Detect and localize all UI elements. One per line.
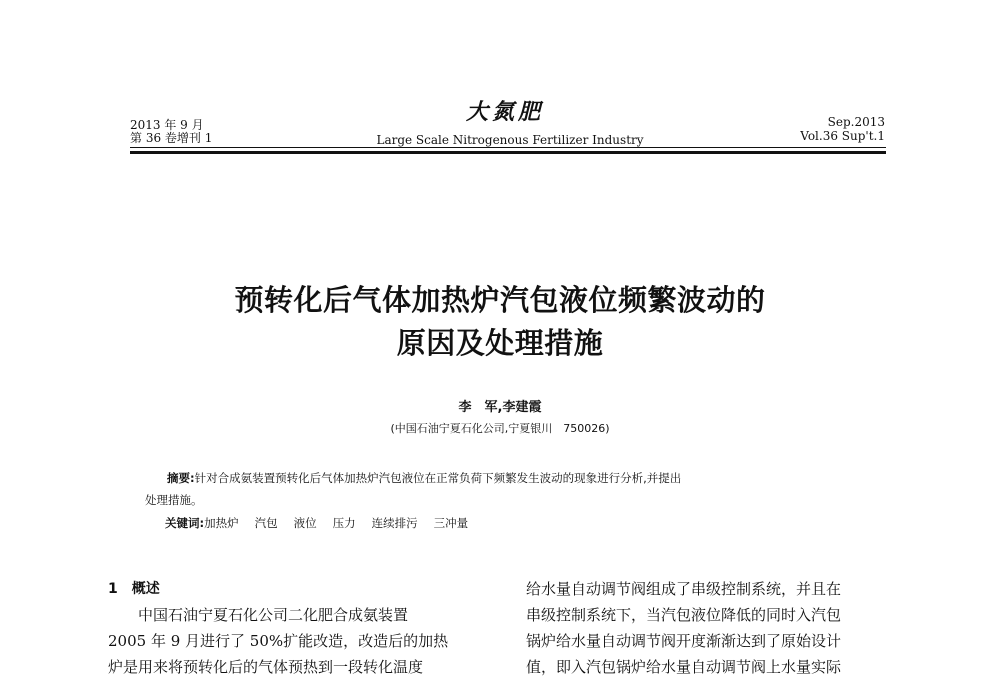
keyword-item: 加热炉	[204, 516, 239, 530]
body-line: 给水量自动调节阀组成了串级控制系统，并且在	[526, 580, 842, 598]
journal-logo: 大氮肥	[465, 99, 544, 125]
abstract-text1: 针对合成氨装置预转化后气体加热炉汽包液位在正常负荷下频繁发生波动的现象进行分析,并提出	[194, 471, 682, 485]
body-line: 2005 年 9 月进行了 50%扩能改造，改造后的加热	[108, 632, 449, 650]
keyword-item: 连续排污	[371, 516, 418, 530]
body-left-column	[108, 576, 490, 680]
abstract-line2: 处理措施。	[145, 493, 203, 507]
keywords	[165, 514, 865, 532]
keyword-item: 液位	[293, 516, 317, 530]
section-title: 概述	[131, 581, 160, 597]
header-volume-en: Vol.36 Sup't.1	[800, 129, 885, 143]
keyword-item: 汽包	[254, 516, 278, 530]
article-authors: 李 军,李建霞	[458, 400, 542, 415]
article-title-line1: 预转化后气体加热炉汽包液位频繁波动的	[234, 283, 766, 317]
keyword-item: 压力	[332, 516, 356, 530]
body-line: 中国石油宁夏石化公司二化肥合成氨装置	[138, 606, 409, 624]
body-right-column	[526, 576, 908, 680]
header-volume-cn: 第 36 卷增刊 1	[130, 131, 213, 145]
header-date-en: Sep.2013	[827, 115, 885, 129]
header-journal-en: Large Scale Nitrogenous Fertilizer Industry	[376, 133, 644, 147]
article-affiliation: (中国石油宁夏石化公司,宁夏银川 750026)	[390, 422, 610, 435]
keyword-item: 三冲量	[433, 516, 469, 530]
article-title-line2: 原因及处理措施	[396, 326, 604, 360]
body-line: 串级控制系统下，当汽包液位降低的同时入汽包	[526, 606, 842, 624]
keywords-label: 关键词:	[165, 516, 205, 530]
body-line: 炉是用来将预转化后的气体预热到一段转化温度	[108, 658, 424, 676]
header-rule-thick	[130, 151, 886, 154]
abstract	[145, 467, 865, 511]
body-line: 值，即入汽包锅炉给水量自动调节阀上水量实际	[526, 658, 842, 676]
header-date-cn: 2013 年 9 月	[130, 118, 204, 132]
abstract-label: 摘要:	[167, 471, 195, 485]
body-line: 锅炉给水量自动调节阀开度渐渐达到了原始设计	[526, 632, 842, 650]
section-heading	[108, 576, 490, 602]
header-rule-thin	[130, 147, 886, 148]
section-number: 1	[108, 581, 118, 597]
abstract-line1	[145, 467, 865, 489]
